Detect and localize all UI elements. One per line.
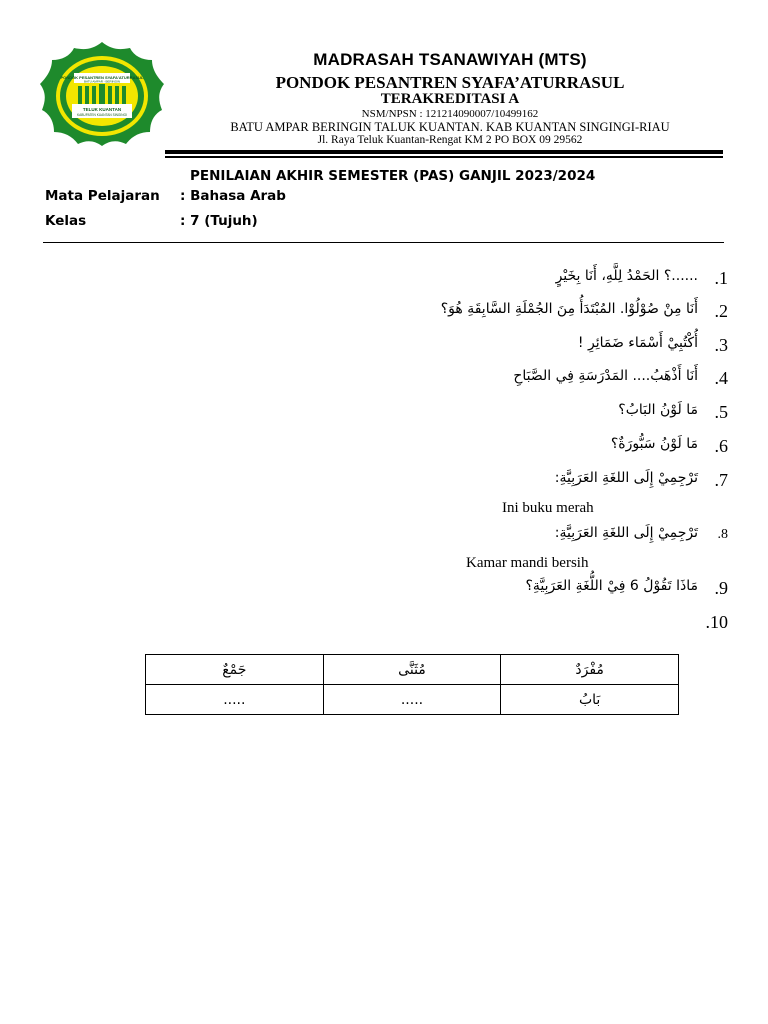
vocab-table [145, 654, 679, 715]
question-text-5: مَا لَوْنُ البَابُ؟ [618, 402, 698, 418]
question-number-2: .2 [714, 301, 728, 321]
question-text-2: أَنَا مِنْ صُوْلُوْا. المُبْتَدَأُ مِنَ الجُمْلَةِ السَّابِقَةِ هُوَ؟ [440, 301, 698, 317]
exam-title: PENILAIAN AKHIR SEMESTER (PAS) GANJIL 2023/2024 [190, 168, 596, 184]
logo-bottom-text-1: TELUK KUANTAN [82, 107, 122, 112]
table-header-row [146, 655, 679, 685]
pesantren-name: PONDOK PESANTREN SYAFA’ATURRASUL [275, 73, 625, 92]
street-address: Jl. Raya Teluk Kuantan-Rengat KM 2 PO BOX 09 29562 [317, 134, 583, 146]
question-text-4: أَنَا أَذْهَبُ.... المَدْرَسَةِ فِي الصَّبَاحِ [513, 368, 698, 384]
header-jamak: جَمْعٌ [146, 655, 324, 685]
header-rule-thin [165, 156, 723, 158]
school-logo [38, 40, 166, 150]
question-number-8: .8 [717, 527, 728, 542]
logo-top-text-1: PONDOK PESANTREN SYAFA'ATURRASUL [60, 75, 144, 80]
class-label: Kelas [45, 213, 87, 229]
logo-top-text-2: BATU AMPAR - BERINGIN [83, 79, 121, 84]
question-number-7: .7 [714, 470, 728, 490]
cell-jamak: ..... [146, 685, 324, 715]
header-rule-thick [165, 150, 723, 154]
question-text-6: مَا لَوْنُ سَبُّورَةٌ؟ [610, 436, 698, 452]
school-address: BATU AMPAR BERINGIN TALUK KUANTAN. KAB KUANTAN SINGINGI-RIAU [230, 120, 670, 134]
logo-bottom-text-2: KABUPATEN KUANTAN SINGINGI [77, 113, 127, 117]
school-name: MADRASAH TSANAWIYAH (MTS) [313, 50, 587, 69]
accreditation: TERAKREDITASI A [380, 91, 520, 107]
question-text-1: ......؟ الحَمْدُ لِلَّهِ، أَنَا بِخَيْرٍ [555, 268, 698, 284]
header-mutsanna: مُثَنَّى [323, 655, 501, 685]
question-text-7: تَرْجِمِيْ إِلَى اللغَةِ العَرَبِيَّةِ: [554, 470, 698, 486]
cell-mutsanna: ..... [323, 685, 501, 715]
question-number-6: .6 [714, 436, 728, 456]
question-number-1: .1 [714, 268, 728, 288]
q8-sentence: Kamar mandi bersih [466, 555, 589, 571]
section-divider [43, 242, 724, 243]
question-text-9: مَاذَا تَقُوْلُ 6 فِيْ اللُّغَةِ العَرَبِيَّةِ؟ [525, 578, 698, 594]
class-value: : 7 (Tujuh) [180, 213, 258, 229]
question-number-5: .5 [714, 402, 728, 422]
header-mufrad: مُفْرَدٌ [501, 655, 679, 685]
question-number-4: .4 [714, 368, 728, 388]
nsm-npsn: NSM/NPSN : 121214090007/10499162 [361, 108, 539, 120]
question-text-8: تَرْجِمِيْ إِلَى اللغَةِ العَرَبِيَّةِ: [554, 525, 698, 541]
table-row [146, 685, 679, 715]
question-text-3: أُكْتُبِيْ أَسْمَاء ضَمَائِرِ ! [577, 335, 698, 351]
q7-sentence: Ini buku merah [502, 500, 594, 516]
question-number-10: .10 [705, 612, 728, 632]
cell-mufrad: بَابُ [501, 685, 679, 715]
question-number-3: .3 [714, 335, 728, 355]
logo-mosque-pillars [78, 84, 126, 104]
subject-label: Mata Pelajaran [45, 188, 160, 204]
question-number-9: .9 [714, 578, 728, 598]
subject-value: : Bahasa Arab [180, 188, 286, 204]
